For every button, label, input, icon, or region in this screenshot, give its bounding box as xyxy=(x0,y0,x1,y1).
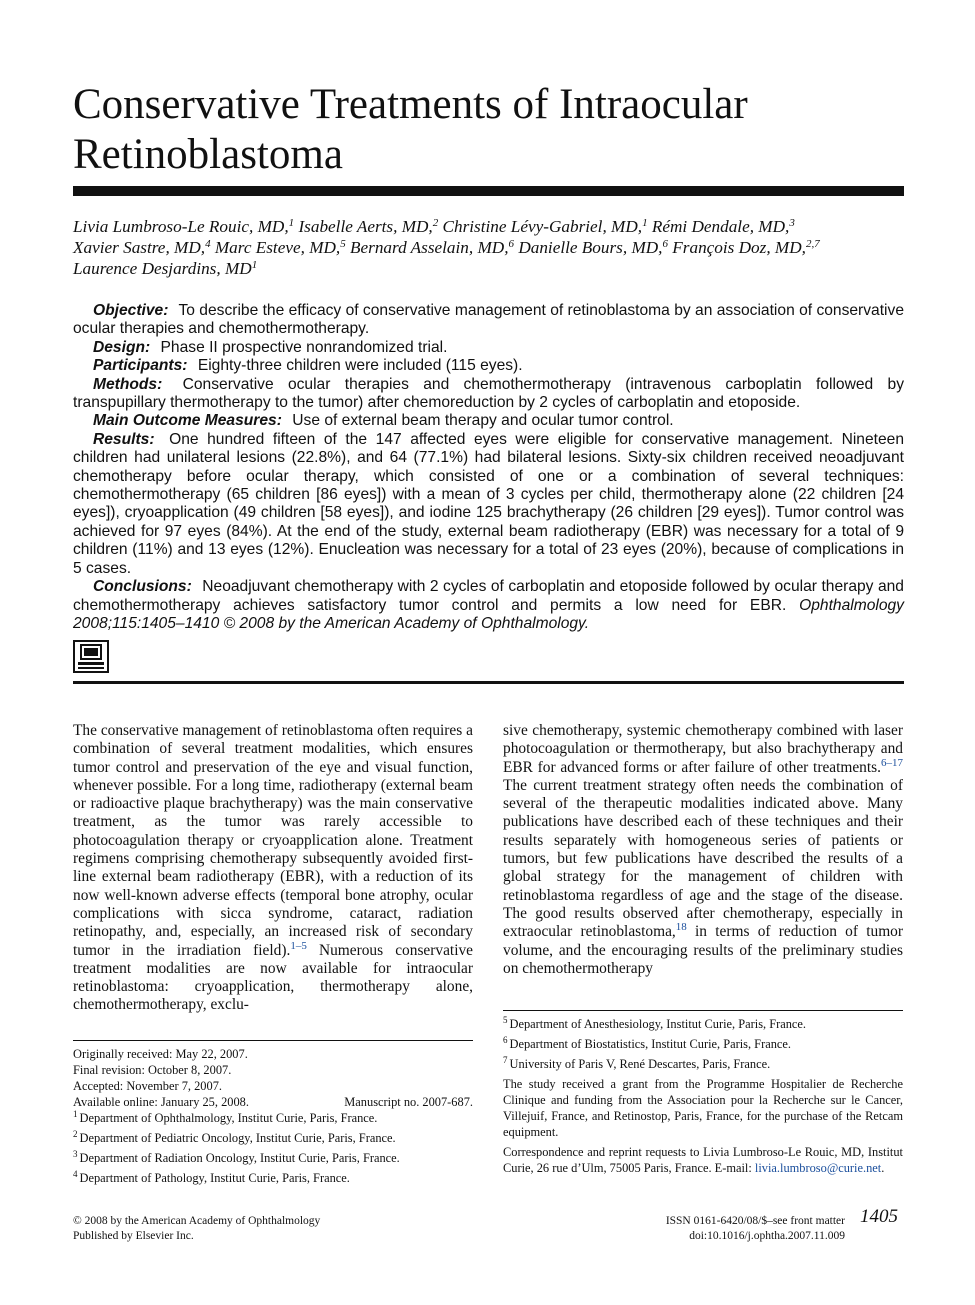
abstract-results xyxy=(73,431,904,578)
body-text: Numerous conservative treatment modalities are now available for intraocular retinoblastoma: cryoapplication, thermotherapy alone, chemothermotherapy, exclu- xyxy=(73,941,473,1014)
affiliation-marker: 2 xyxy=(432,217,439,229)
page-number: 1405 xyxy=(860,1206,898,1227)
date-online: Available online: January 25, 2008. xyxy=(73,1095,249,1109)
author: François Doz, MD, xyxy=(672,238,806,257)
author: Rémi Dendale, MD, xyxy=(651,217,790,236)
author: Marc Esteve, MD, xyxy=(214,238,341,257)
affiliation xyxy=(503,1036,903,1052)
author: Isabelle Aerts, MD, xyxy=(298,217,433,236)
computer-icon xyxy=(73,640,109,673)
section-label: Design: xyxy=(93,338,151,356)
title-rule xyxy=(73,186,904,196)
affiliation-marker: 3 xyxy=(789,217,795,229)
email-link[interactable]: livia.lumbroso@curie.net xyxy=(754,1161,882,1175)
body-text: in terms of reduction of tumor volume, and the encouraging results of the preliminary studies on chemothermotherapy xyxy=(503,923,903,977)
abstract-outcome xyxy=(73,412,904,430)
affiliation-text: Department of Pediatric Oncology, Institut Curie, Paris, France. xyxy=(79,1131,396,1145)
body-paragraph xyxy=(73,722,473,1015)
article-title: Conservative Treatments of Intraocular Retinoblastoma xyxy=(73,81,748,178)
punctuation: . xyxy=(881,1161,885,1175)
author: Christine Lévy-Gabriel, MD, xyxy=(442,217,643,236)
affiliation-marker: 6 xyxy=(662,238,668,250)
affiliation-number: 6 xyxy=(503,1035,508,1045)
affiliation-marker: 1 xyxy=(288,217,295,229)
affiliation-marker: 2,7 xyxy=(805,238,820,250)
author: Laurence Desjardins, MD xyxy=(73,259,252,278)
body-text: The current treatment strategy often needs the combination of several of the therapeutic modalities indicated above. Many publications have described each of these techniques and their results separately with homogeneous series of patients or tumors, but few publications have described the results of a global strategy for the management of children with retinoblastoma regardless of age and the stage of the disease. The good results observed after chemotherapy, especially in extraocular retinoblastoma, xyxy=(503,776,903,941)
doi: doi:10.1016/j.ophtha.2007.11.009 xyxy=(689,1230,845,1242)
affiliation-text: Department of Ophthalmology, Institut Curie, Paris, France. xyxy=(79,1111,378,1125)
affiliation xyxy=(73,1170,473,1186)
affiliations-left xyxy=(73,1110,473,1190)
body-column-left xyxy=(73,722,473,1015)
affiliation-number: 5 xyxy=(503,1015,508,1025)
affiliations-right xyxy=(503,1016,903,1180)
section-text: One hundred fifteen of the 147 affected eyes were eligible for conservative management. Nineteen children had unilateral lesions (22.8%), and 64 (77.1%) had bilateral lesions. Sixty-six children received neoadjuvant chemotherapy before ocular therapy, which consisted of one or a combination of several techniques: chemothermotherapy (65 children [86 eyes]) with a mean of 3 cycles per child, thermotherapy alone (22 children [24 eyes]), cryoapplication (49 children [58 eyes]), and iodine 125 brachytherapy (26 children [29 eyes]). Tumor control was achieved for 97 eyes (84%). At the end of the study, external beam radiotherapy (EBR) was necessary for a total of 9 children (11%) and 13 eyes (12%). Enucleation was necessary for a total of 23 eyes (20%), because of complications in 5 cases. xyxy=(73,430,904,577)
section-text: Use of external beam therapy and ocular tumor control. xyxy=(292,412,674,430)
publisher: Published by Elsevier Inc. xyxy=(73,1230,194,1242)
section-label: Main Outcome Measures: xyxy=(93,412,282,430)
section-text: Phase II prospective nonrandomized trial. xyxy=(160,338,448,356)
abstract-conclusions xyxy=(73,578,904,633)
affiliation-number: 2 xyxy=(73,1129,78,1139)
author-list xyxy=(73,216,904,279)
affiliation-text: Department of Radiation Oncology, Institut Curie, Paris, France. xyxy=(79,1151,400,1165)
reference-link[interactable]: 6–17 xyxy=(881,756,903,769)
abstract-design xyxy=(73,339,904,357)
section-label: Methods: xyxy=(93,375,163,393)
footer-left xyxy=(73,1214,473,1244)
affiliation-text: Department of Biostatistics, Institut Curie, Paris, France. xyxy=(509,1037,791,1051)
affiliation xyxy=(503,1056,903,1072)
article-dates xyxy=(73,1046,473,1110)
affiliation-marker: 5 xyxy=(340,238,346,250)
affiliation xyxy=(73,1150,473,1166)
footer-right xyxy=(600,1214,845,1244)
affiliation-text: Department of Anesthesiology, Institut Curie, Paris, France. xyxy=(509,1017,807,1031)
body-text: The conservative management of retinoblastoma often requires a combination of several treatment modalities, which ensures tumor control and preservation of the eye and visual function, whenever possible. For a long time, radiotherapy (external beam or radioactive plaque brachytherapy) was the main conservative treatment, as the tumor was rarely accessible to photocoagulation therapy or cryoapplication alone. Treatment regimens comprising chemotherapy subsequently avoided first-line external beam radiotherapy (EBR), with a reduction of its now well-known adverse effects (temporal bone atrophy, ocular complications with sicca syndrome, cataract, radiation retinopathy, and, especially, an increased risk of secondary tumor in the irradiation field). xyxy=(73,722,473,959)
copyright: © 2008 by the American Academy of Ophthalmology xyxy=(73,1215,321,1227)
affiliation-marker: 4 xyxy=(205,238,211,250)
section-label: Participants: xyxy=(93,357,188,375)
date-revision: Final revision: October 8, 2007. xyxy=(73,1063,232,1077)
affiliation-number: 7 xyxy=(503,1055,508,1065)
affiliation xyxy=(503,1016,903,1032)
section-label: Results: xyxy=(93,430,155,448)
correspondence-note xyxy=(503,1144,903,1176)
affiliation-marker: 1 xyxy=(642,217,648,229)
section-text: Neoadjuvant chemotherapy with 2 cycles of carboplatin and etoposide followed by ocular therapy and chemothermotherapy achieves satisfactory tumor control and permits a low need for EBR. xyxy=(73,578,904,614)
affiliation xyxy=(73,1130,473,1146)
abstract-methods xyxy=(73,376,904,413)
author: Danielle Bours, MD, xyxy=(518,238,663,257)
abstract-rule xyxy=(73,681,904,684)
correspondence-text: Correspondence and reprint requests to Livia Lumbroso-Le Rouic, MD, Institut Curie, 26 rue d’Ulm, 75005 Paris, France. E-mail: xyxy=(503,1145,903,1175)
affiliation-marker: 6 xyxy=(508,238,515,250)
grant-note: The study received a grant from the Programme Hospitalier de Recherche Clinique and funding from the Association pour la Recherche sur le Cancer, Villejuif, France, and Retinostop, Paris, France, for the purchase of the Retcam equipment. xyxy=(503,1077,903,1139)
body-paragraph xyxy=(503,722,903,978)
affiliation-number: 3 xyxy=(73,1149,78,1159)
issn: ISSN 0161-6420/08/$–see front matter xyxy=(665,1215,845,1227)
affiliation-marker: 1 xyxy=(251,259,258,271)
abstract xyxy=(73,302,904,633)
author: Livia Lumbroso-Le Rouic, MD, xyxy=(73,217,289,236)
author: Xavier Sastre, MD, xyxy=(73,238,206,257)
author: Bernard Asselain, MD, xyxy=(350,238,509,257)
section-label: Objective: xyxy=(93,302,169,319)
reference-link[interactable]: 18 xyxy=(675,921,687,934)
section-label: Conclusions: xyxy=(93,578,192,596)
footnote-rule xyxy=(503,1010,903,1011)
section-text: Eighty-three children were included (115 eyes). xyxy=(197,357,523,375)
reference-link[interactable]: 1–5 xyxy=(290,939,307,952)
abstract-objective xyxy=(73,302,904,339)
date-received: Originally received: May 22, 2007. xyxy=(73,1047,248,1061)
date-accepted: Accepted: November 7, 2007. xyxy=(73,1079,222,1093)
abstract-participants xyxy=(73,357,904,375)
manuscript-number: Manuscript no. 2007-687. xyxy=(344,1095,473,1109)
affiliation-number: 4 xyxy=(73,1169,78,1179)
section-text: Conservative ocular therapies and chemothermotherapy (intravenous carboplatin followed by transpupillary thermotherapy to the tumor) after chemoreduction by 2 cycles of carboplatin and etoposide. xyxy=(73,375,904,412)
affiliation-text: Department of Pathology, Institut Curie, Paris, France. xyxy=(79,1171,350,1185)
body-column-right xyxy=(503,722,903,978)
section-text: To describe the efficacy of conservative management of retinoblastoma by an association of conservative ocular therapies and chemothermotherapy. xyxy=(73,302,904,338)
body-text: sive chemotherapy, systemic chemotherapy combined with laser photocoagulation or thermotherapy, but also brachytherapy and EBR for advanced forms or after failure of other treatments. xyxy=(503,722,903,776)
citation: Ophthalmology 2008;115:1405–1410 © 2008 by the American Academy of Ophthalmology. xyxy=(73,596,904,632)
affiliation-number: 1 xyxy=(73,1109,78,1119)
affiliation xyxy=(73,1110,473,1126)
affiliation-text: University of Paris V, René Descartes, Paris, France. xyxy=(509,1057,771,1071)
footnote-rule xyxy=(73,1040,473,1041)
